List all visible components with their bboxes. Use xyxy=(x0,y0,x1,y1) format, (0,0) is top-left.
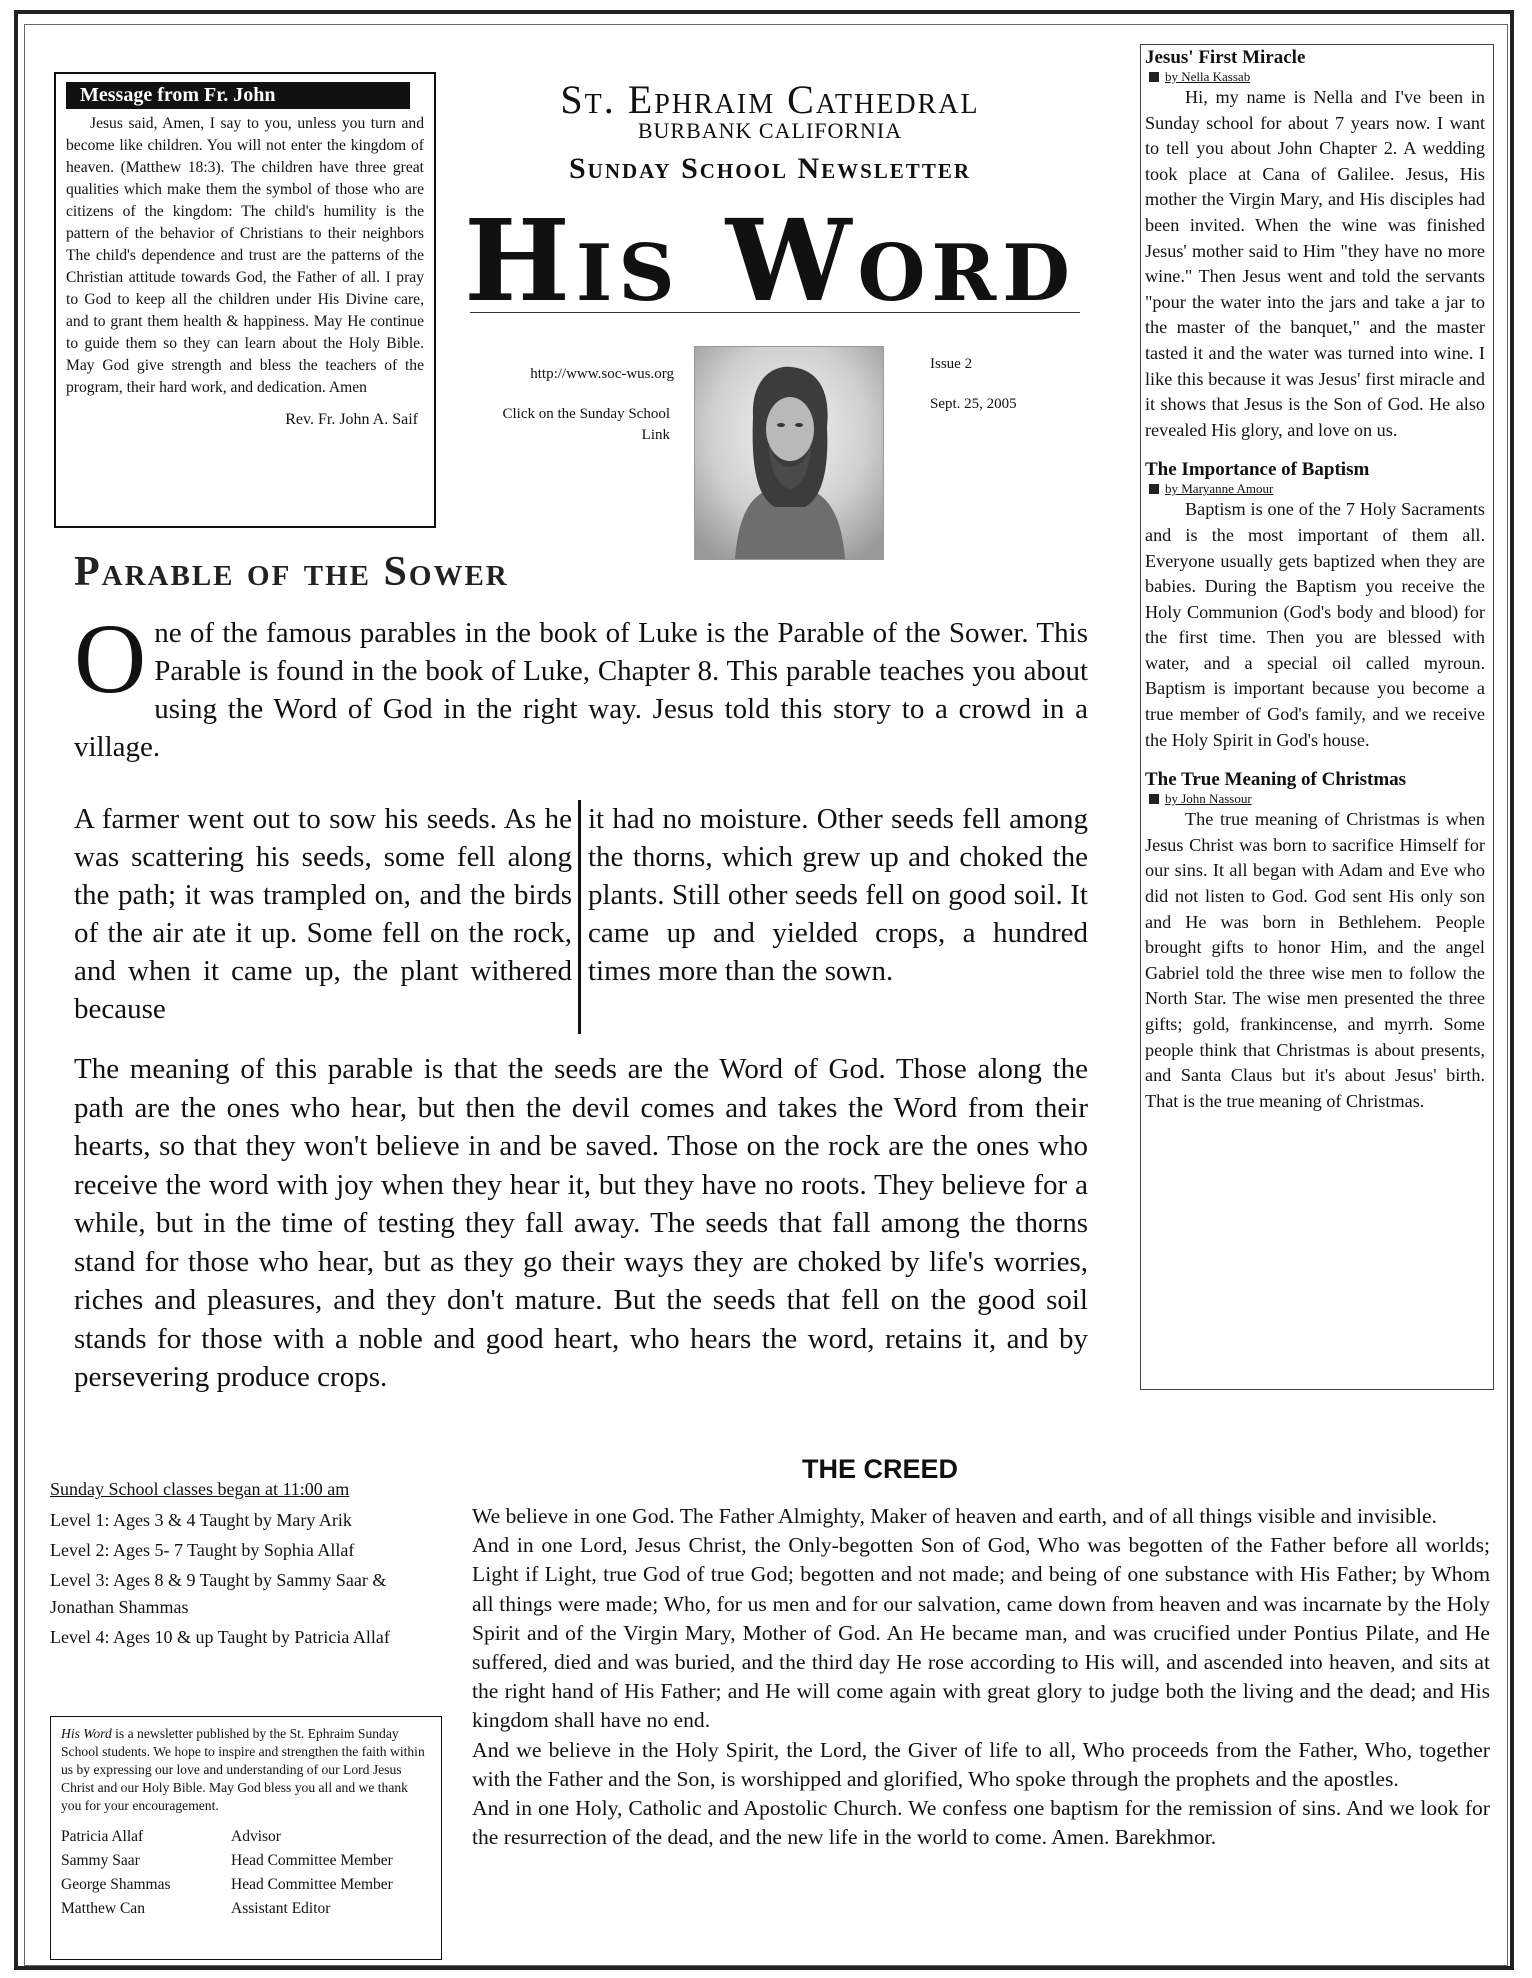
bullet-square-icon xyxy=(1149,72,1159,82)
info-text xyxy=(61,1725,431,1815)
staff-list xyxy=(61,1825,431,1921)
class-level: Level 2: Ages 5- 7 Taught by Sophia Allaf xyxy=(50,1540,355,1560)
creed-body xyxy=(472,1502,1490,1852)
parable-column-left: A farmer went out to sow his seeds. As he was scattering his seeds, some fell along the path; it was trampled on, and the birds of the air ate it up. Some fell on the rock, and when it came up, the plant withered because xyxy=(74,803,572,1025)
newsletter-subtitle: Sunday School Newsletter xyxy=(569,152,971,185)
article-byline: by Nella Kassab xyxy=(1149,69,1485,85)
articles-sidebar xyxy=(1140,44,1494,1390)
masthead-divider xyxy=(470,312,1080,313)
issue-date: Sept. 25, 2005 xyxy=(930,396,1017,412)
article-byline: by John Nassour xyxy=(1149,791,1485,807)
jesus-portrait-image xyxy=(694,346,884,560)
drop-cap: O xyxy=(74,603,147,714)
staff-row: Sammy Saar Head Committee Member xyxy=(61,1852,393,1869)
article-christmas xyxy=(1145,769,1485,1114)
article-first-miracle xyxy=(1145,47,1485,443)
column-divider xyxy=(578,800,581,1034)
article-body: The true meaning of Christmas is when Jesus Christ was born to sacrifice Himself for our sins. It all began with Adam and Eve who did not listen to God. God sent His only son and He was born in Bethlehem. People brought gifts to honor Him, and the angel Gabriel told the three wise men to follow the North Star. The wise men presented the three gifts; gold, frankincense, and myrrh. Some people think that Christmas is about presents, and Santa Claus but it's about Jesus' birth. That is the true meaning of Christmas. xyxy=(1145,809,1485,1111)
creed-paragraph: And in one Lord, Jesus Christ, the Only-begotten Son of God, Who was begotten of the Father before all worlds; Light if Light, true God of true God; begotten and not made; and being of one substance with His Father; by Whom all things were made; Who, for us men and for our salvation, came down from heaven and was incarnate by the Holy Spirit and of the Virgin Mary, Mother of God. An He became man, and was crucified under Pontius Pilate, and He suffered, died and was buried, and the third day He rose according to His will, and ascended into heaven, and sits at the right hand of His Father; and He will come again with great glory to judge both the living and the dead; and His kingdom shall have no end. xyxy=(472,1533,1490,1733)
message-box xyxy=(54,72,436,528)
article-baptism xyxy=(1145,459,1485,753)
creed-paragraph: And we believe in the Holy Spirit, the Lord, the Giver of life to all, Who proceeds from the Father, Who, together with the Father and the Son, is worshipped and glorified, Who spoke through the prophets and the apostles. xyxy=(472,1737,1490,1791)
staff-row: George Shammas Head Committee Member xyxy=(61,1876,393,1893)
article-title: Jesus' First Miracle xyxy=(1145,47,1306,68)
staff-row: Patricia Allaf Advisor xyxy=(61,1828,281,1845)
click-note: Click on the Sunday School Link xyxy=(502,406,670,443)
message-body: Jesus said, Amen, I say to you, unless you turn and become like children. You will not enter the kingdom of heaven. (Matthew 18:3). The children have three great qualities which make them the symbol of those who are citizens of the kingdom: The child's humility is the pattern of the behavior of Christians to their neighbors The child's dependence and trust are the patterns of the Christian attitude towards God, the Father of all. I pray to God to keep all the children under His Divine care, and to grant them health & happiness. May He continue to guide them so they can learn about the Holy Bible. May God give strength and bless the teachers of the program, their hard work, and dedication. Amen xyxy=(66,115,424,396)
cathedral-name: St. Ephraim Cathedral xyxy=(560,77,980,122)
newsletter-title: His Word xyxy=(464,196,1076,327)
class-schedule-header: Sunday School classes began at 11:00 am xyxy=(50,1479,350,1499)
cathedral-location: BURBANK CALIFORNIA xyxy=(637,118,903,143)
issue-number: Issue 2 xyxy=(930,356,973,372)
article-byline: by Maryanne Amour xyxy=(1149,481,1485,497)
message-title: Message from Fr. John xyxy=(66,82,410,109)
creed-paragraph: And in one Holy, Catholic and Apostolic Church. We confess one baptism for the remission of sins. And we look for the resurrection of the dead, and the new life in the world to come. Amen. Barekhmor. xyxy=(472,1796,1490,1850)
parable-column-right: it had no moisture. Other seeds fell among the thorns, which grew up and choked the plants. Still other seeds fell on good soil. It came up and yielded crops, a hundred times more than the sown. xyxy=(588,803,1088,987)
bullet-square-icon xyxy=(1149,484,1159,494)
article-title: The True Meaning of Christmas xyxy=(1145,769,1407,791)
parable-intro-text: ne of the famous parables in the book of Luke is the Parable of the Sower. This Parable is found in the book of Luke, Chapter 8. This parable teaches you about using the Word of God in the right way. Jesus told this story to a crowd in a village. xyxy=(74,617,1088,763)
creed-heading: THE CREED xyxy=(801,1454,958,1484)
newsletter-info-box xyxy=(50,1716,442,1960)
class-level: Level 3: Ages 8 & 9 Taught by Sammy Saar & Jonathan Shammas xyxy=(50,1570,387,1617)
class-level: Level 4: Ages 10 & up Taught by Patricia Allaf xyxy=(50,1627,390,1647)
creed-paragraph: We believe in one God. The Father Almighty, Maker of heaven and earth, and of all things visible and invisible. xyxy=(472,1504,1437,1528)
parable-heading: Parable of the Sower xyxy=(74,549,509,595)
parable-intro xyxy=(74,603,1088,766)
article-title: The Importance of Baptism xyxy=(1145,459,1370,481)
info-description: is a newsletter published by the St. Ephraim Sunday School students. We hope to inspire and strengthen the faith within us by expressing our love and understanding of our Lord Jesus Christ and our Holy Bible. May God bless you all and we thank you for your encouragement. xyxy=(61,1726,425,1813)
info-newsletter-name: His Word xyxy=(61,1726,112,1741)
class-schedule xyxy=(50,1474,440,1651)
parable-meaning: The meaning of this parable is that the seeds are the Word of God. Those along the path are the ones who hear, but then the devil comes and takes the Word from their hearts, so that they won't believe in and be saved. Those on the rock are the ones who receive the word with joy when they hear it, but they have no roots. They believe for a while, but in the time of testing they fall away. The seeds that fall among the thorns stand for those who hear, but as they go their ways they are choked by life's worries, riches and pleasures, and they don't mature. But the seeds that fell on the good soil stands for those with a noble and good heart, who hears the word, retains it, and by persevering produce crops. xyxy=(74,1053,1088,1393)
article-body: Baptism is one of the 7 Holy Sacraments and is the most important of them all. Everyone usually gets baptized when they are babies. During the Baptism you receive the Holy Communion (God's body and blood) for the first time. Then you are blessed with water, and a special oil called myroun. Baptism is important because you become a true member of God's family, and we receive the Holy Spirit in God's house. xyxy=(1145,499,1485,750)
staff-row: Matthew Can Assistant Editor xyxy=(61,1900,331,1917)
article-body: Hi, my name is Nella and I've been in Sunday school for about 7 years now. I want to tell you about John Chapter 2. A wedding took place at Cana of Galilee. Jesus, His mother the Virgin Mary, and His disciples had been invited. When the wine was finished Jesus' mother said to Him "they have no more wine." Then Jesus went and told the servants "pour the water into the jars and take a jar to the master of the banquet," and the master tasted it and the water was turned into wine. I like this because it was Jesus' first miracle and it shows that Jesus is the Son of God. He also revealed His glory, and love on us. xyxy=(1145,87,1485,440)
bullet-square-icon xyxy=(1149,794,1159,804)
website-link[interactable]: http://www.soc-wus.org xyxy=(530,366,674,382)
message-signature: Rev. Fr. John A. Saif xyxy=(285,411,418,428)
class-level: Level 1: Ages 3 & 4 Taught by Mary Arik xyxy=(50,1510,352,1530)
